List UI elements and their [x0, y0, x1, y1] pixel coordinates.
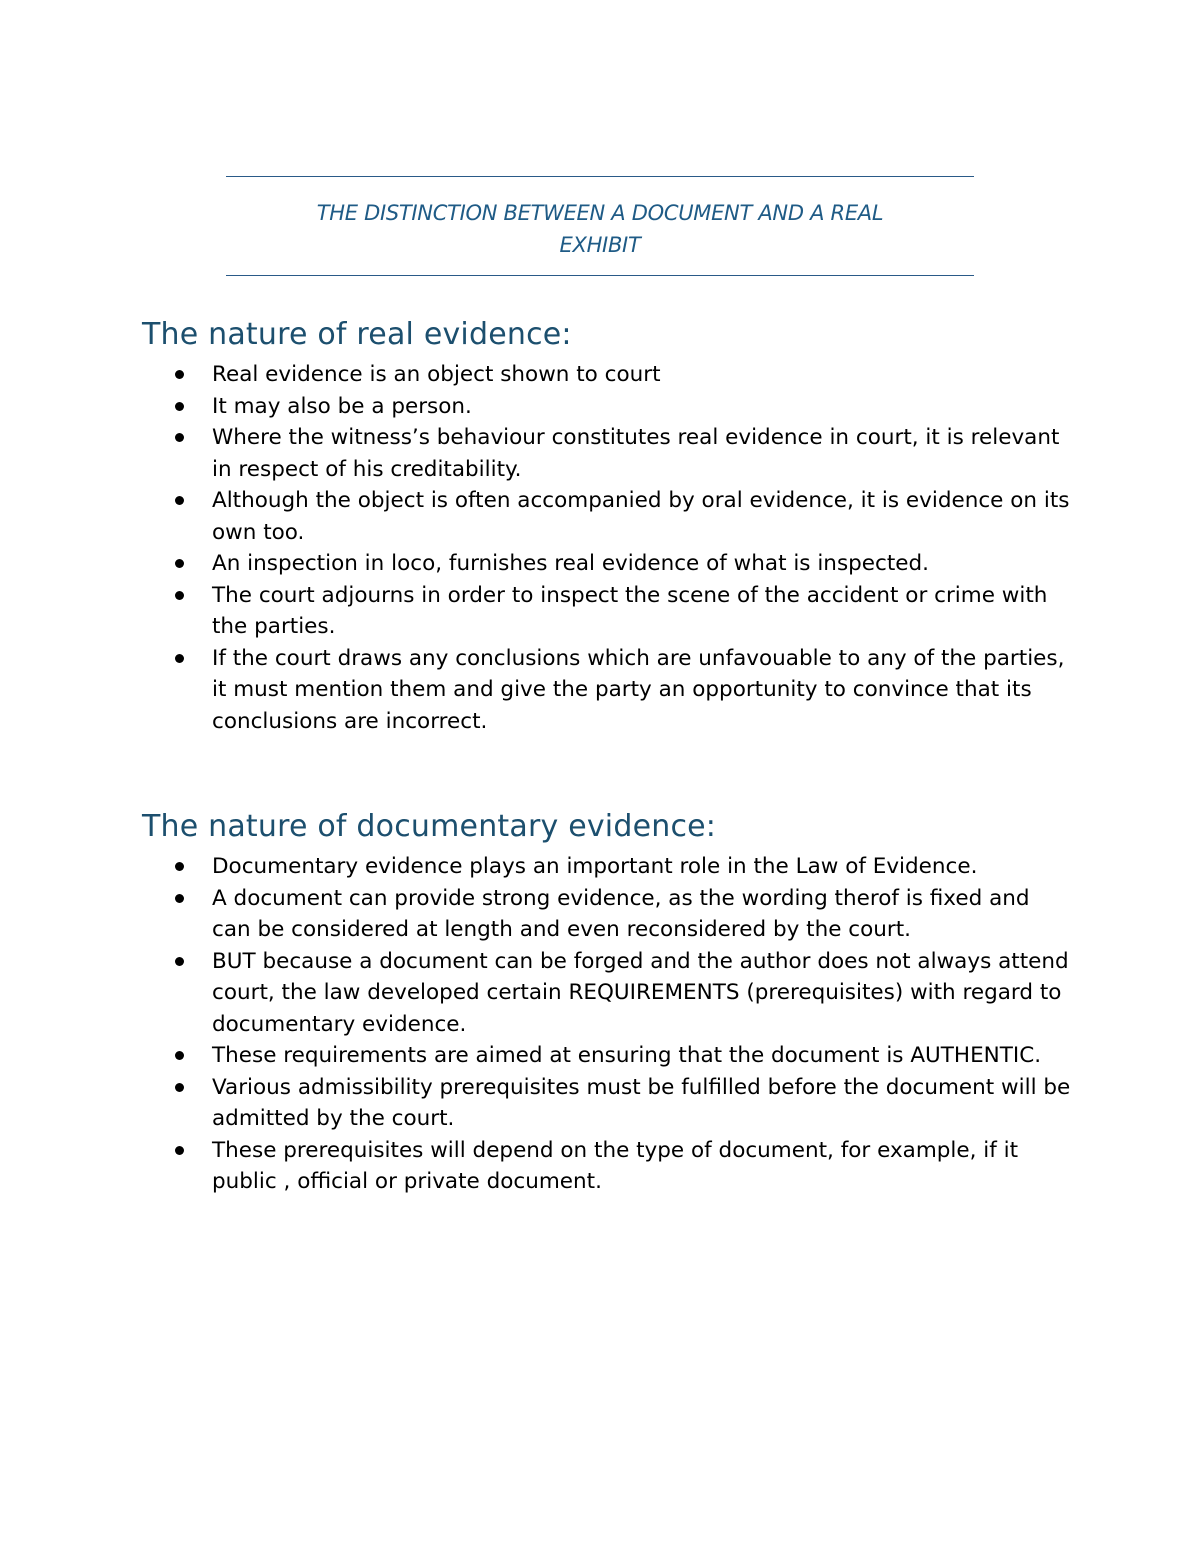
bullet-icon	[175, 654, 184, 663]
bullet-icon	[175, 433, 184, 442]
list-item	[142, 548, 1072, 580]
list-item	[142, 946, 1072, 1041]
list-item	[142, 1040, 1072, 1072]
title-block	[226, 176, 974, 276]
section-heading: The nature of documentary evidence:	[142, 809, 717, 844]
bullet-icon	[175, 1051, 184, 1060]
bullet-icon	[175, 1083, 184, 1092]
title-line-1: THE DISTINCTION BETWEEN A DOCUMENT AND A REAL	[316, 201, 884, 225]
list-item-text: It may also be a person.	[212, 393, 472, 419]
list-item-text: These requirements are aimed at ensuring that the document is AUTHENTIC.	[212, 1043, 1042, 1068]
document-title	[226, 197, 974, 261]
list-item-text: Documentary evidence plays an important role in the Law of Evidence.	[212, 854, 978, 879]
list-item-text: These prerequisites will depend on the type of document, for example, if it public , official or private document.	[212, 1137, 1019, 1194]
list-item	[142, 883, 1072, 946]
section-documentary-evidence	[142, 807, 1072, 1198]
list-item-text: If the court draws any conclusions which are unfavouable to any of the parties, it must mention them and give the party an opportunity to convince that its conclusions are incorrect.	[212, 645, 1065, 734]
bullet-icon	[175, 402, 184, 411]
list-item	[142, 851, 1072, 883]
bullet-list	[142, 851, 1072, 1198]
list-item-text: The court adjourns in order to inspect the scene of the accident or crime with the parties.	[212, 582, 1048, 639]
list-item	[142, 1072, 1072, 1135]
list-item	[142, 359, 1072, 391]
bullet-icon	[175, 862, 184, 871]
bullet-icon	[175, 957, 184, 966]
list-item	[142, 391, 1072, 423]
bullet-icon	[175, 559, 184, 568]
bullet-icon	[175, 1146, 184, 1155]
bullet-icon	[175, 496, 184, 505]
list-item-text: Real evidence is an object shown to court	[212, 362, 661, 387]
list-item	[142, 485, 1072, 548]
list-item	[142, 1135, 1072, 1198]
list-item-text: Where the witness’s behaviour constitutes real evidence in court, it is relevant in respect of his creditability.	[212, 425, 1060, 482]
list-item-text: A document can provide strong evidence, as the wording therof is fixed and can be considered at length and even reconsidered by the court.	[212, 885, 1030, 942]
bullet-icon	[175, 591, 184, 600]
section-real-evidence	[142, 315, 1072, 737]
list-item	[142, 643, 1072, 738]
list-item-text: Various admissibility prerequisites must be fulfilled before the document will be admitted by the court.	[212, 1074, 1071, 1131]
bullet-icon	[175, 894, 184, 903]
list-item-text: An inspection in loco, furnishes real evidence of what is inspected.	[212, 551, 929, 576]
bullet-list	[142, 359, 1072, 737]
section-heading: The nature of real evidence:	[142, 317, 572, 352]
bullet-icon	[175, 370, 184, 379]
list-item	[142, 580, 1072, 643]
title-line-2: EXHIBIT	[559, 233, 641, 257]
list-item-text: Although the object is often accompanied by oral evidence, it is evidence on its own too.	[212, 488, 1070, 545]
list-item-text: BUT because a document can be forged and the author does not always attend court, the law developed certain REQUIREMENTS (prerequisites) with regard to documentary evidence.	[212, 948, 1069, 1037]
list-item	[142, 422, 1072, 485]
